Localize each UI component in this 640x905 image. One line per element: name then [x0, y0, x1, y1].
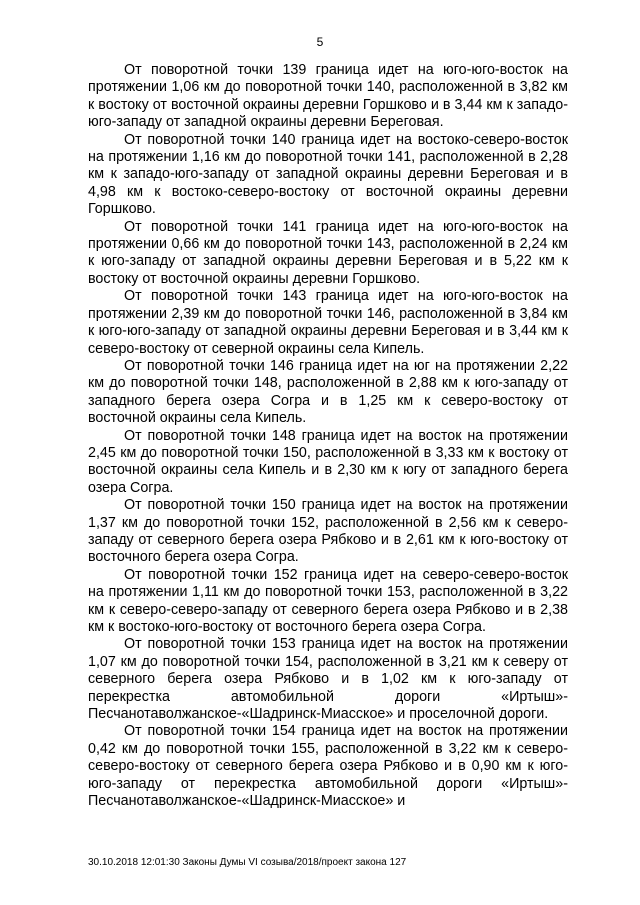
paragraph: От поворотной точки 150 граница идет на восток на протяжении 1,37 км до поворотной точки 152, расположенной в 2,56 км к северо-западу от северного берега озера Рябково и в 2,61 км к юго-востоку от восточного берега озера Согра. — [88, 497, 568, 566]
paragraph: От поворотной точки 139 граница идет на юго-юго-восток на протяжении 1,06 км до поворотной точки 140, расположенной в 3,82 км к востоку от восточной окраины деревни Горшково и в 3,44 км к западо-юго-западу от западной окраины деревни Береговая. — [88, 62, 568, 131]
paragraph: От поворотной точки 153 граница идет на восток на протяжении 1,07 км до поворотной точки 154, расположенной в 3,21 км к северу от северного берега озера Рябково и в 1,02 км к юго-западу от перекрестка автомобильной дороги «Иртыш»-Песчанотаволжанское-«Шадринск-Миасское» и проселочной дороги. — [88, 636, 568, 723]
page-number: 5 — [316, 35, 324, 49]
paragraph: От поворотной точки 140 граница идет на востоко-северо-восток на протяжении 1,16 км до поворотной точки 141, расположенной в 2,28 км к западо-юго-западу от западной окраины деревни Береговая и в 4,98 км к востоко-северо-востоку от восточной окраины деревни Горшково. — [88, 131, 568, 218]
paragraph: От поворотной точки 152 граница идет на северо-северо-восток на протяжении 1,11 км до поворотной точки 153, расположенной в 3,22 км к северо-северо-западу от северного берега озера Рябково и в 2,38 км к востоко-юго-востоку от восточного берега озера Согра. — [88, 566, 568, 635]
paragraph: От поворотной точки 148 граница идет на восток на протяжении 2,45 км до поворотной точки 150, расположенной в 3,33 км к востоку от восточной окраины села Кипель и в 2,30 км к югу от западного берега озера Согра. — [88, 427, 568, 496]
paragraph: От поворотной точки 146 граница идет на юг на протяжении 2,22 км до поворотной точки 148, расположенной в 2,88 км к юго-западу от западного берега озера Согра и в 1,25 км к северо-востоку от восточной окраины села Кипель. — [88, 357, 568, 427]
document-footer: 30.10.2018 12:01:30 Законы Думы VI созыва/2018/проект закона 127 — [88, 857, 407, 868]
document-body — [88, 62, 568, 810]
paragraph: От поворотной точки 154 граница идет на восток на протяжении 0,42 км до поворотной точки 155, расположенной в 3,22 км к северо-северо-востоку от северного берега озера Рябково и в 0,90 км к юго-юго-западу от перекрестка автомобильной дороги «Иртыш»-Песчанотаволжанское-«Шадринск-Миасское» и — [88, 723, 568, 810]
paragraph: От поворотной точки 141 граница идет на юго-юго-восток на протяжении 0,66 км до поворотной точки 143, расположенной в 2,24 км к юго-западу от западной окраины деревни Береговая и в 5,22 км к востоку от восточной окраины деревни Горшково. — [88, 218, 568, 287]
paragraph: От поворотной точки 143 граница идет на юго-юго-восток на протяжении 2,39 км до поворотной точки 146, расположенной в 3,84 км к юго-юго-западу от западной окраины деревни Береговая и в 3,44 км к северо-востоку от северной окраины села Кипель. — [88, 288, 568, 357]
